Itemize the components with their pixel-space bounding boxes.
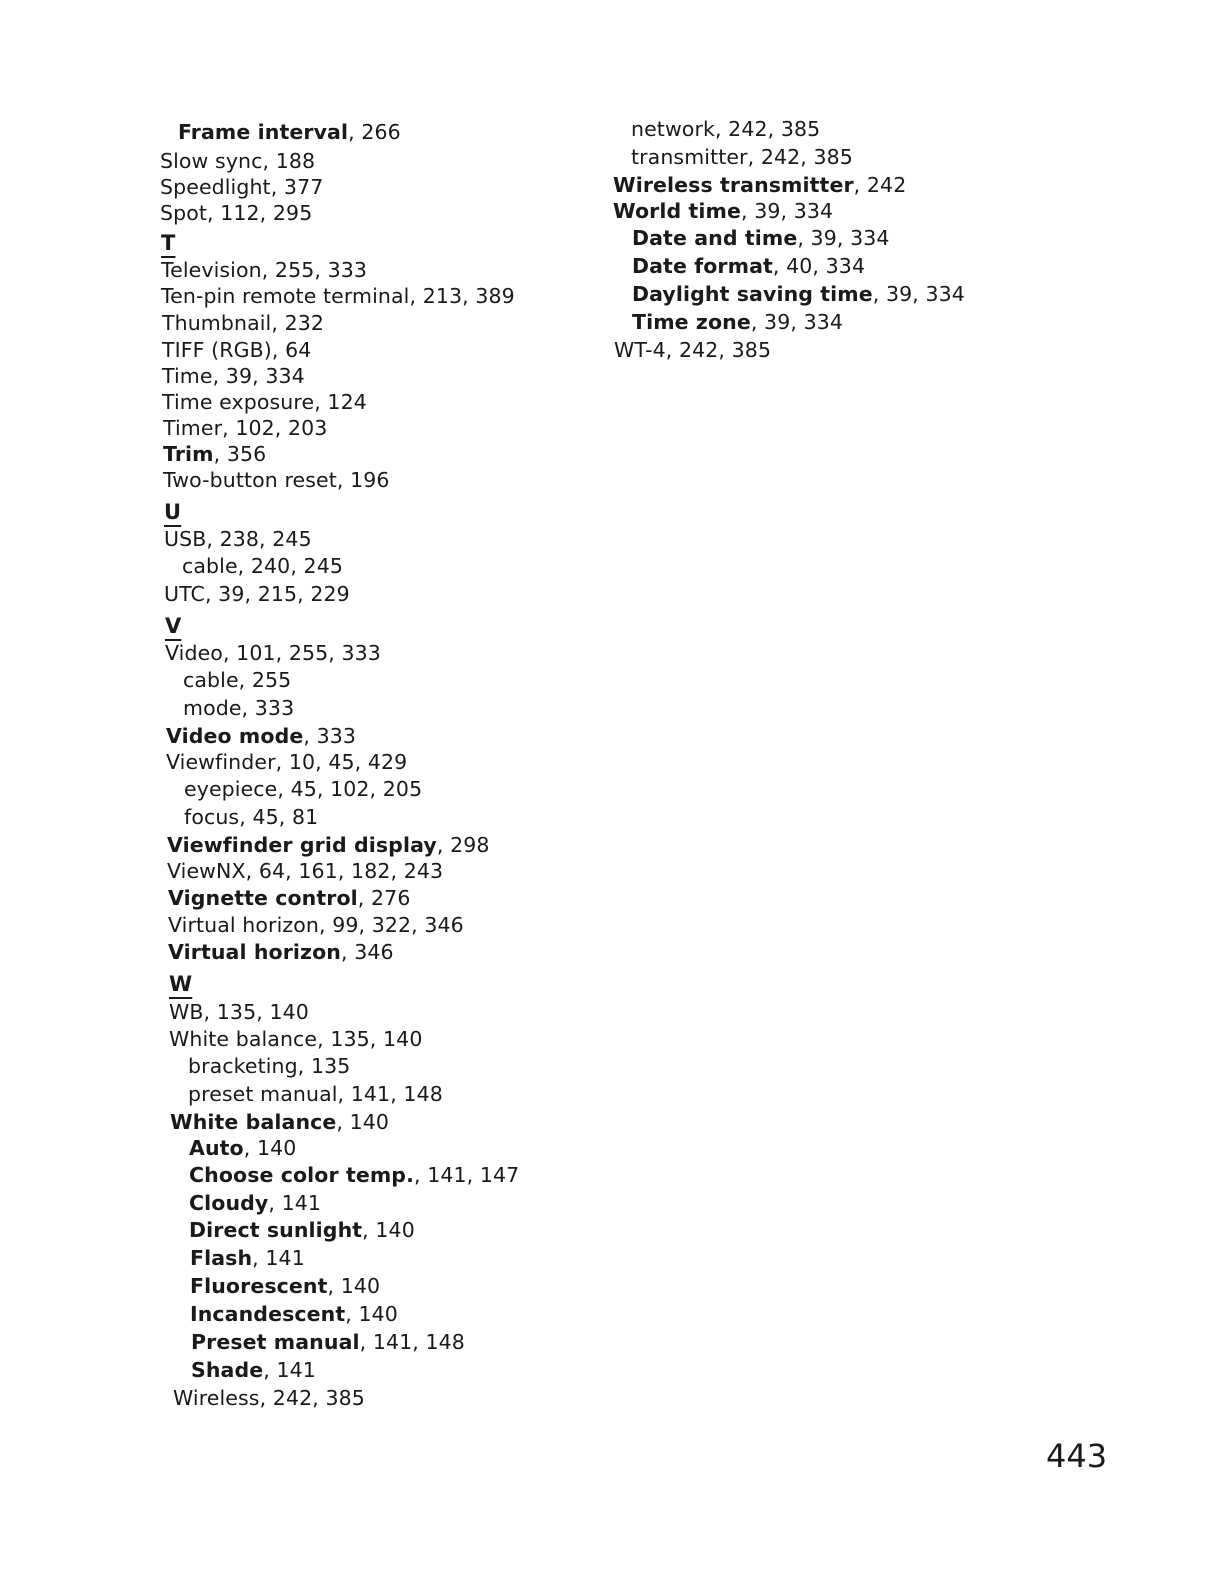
index-term: ViewNX bbox=[167, 859, 246, 883]
index-term: Preset manual bbox=[191, 1330, 360, 1354]
index-term: focus bbox=[184, 805, 240, 829]
index-entry bbox=[169, 1026, 589, 1052]
index-entry bbox=[631, 116, 1051, 142]
index-pages: , 39, 334 bbox=[212, 364, 305, 388]
index-term: Viewfinder bbox=[166, 750, 276, 774]
index-entry bbox=[613, 172, 1033, 198]
index-term: cable bbox=[182, 554, 238, 578]
index-entry bbox=[168, 939, 588, 965]
index-term: WB bbox=[169, 1000, 204, 1024]
index-column-left bbox=[160, 119, 580, 1410]
index-term: Trim bbox=[163, 442, 214, 466]
index-term: Direct sunlight bbox=[189, 1218, 363, 1242]
index-pages: , 141, 147 bbox=[413, 1163, 520, 1187]
index-entry bbox=[160, 174, 580, 200]
index-term: Auto bbox=[189, 1136, 244, 1160]
index-pages: , 141, 148 bbox=[337, 1082, 443, 1106]
index-term: Television bbox=[161, 258, 262, 282]
index-term: network bbox=[631, 117, 715, 141]
index-entry bbox=[183, 667, 603, 693]
index-term: White balance bbox=[170, 1110, 337, 1134]
index-pages: , 39, 334 bbox=[741, 199, 834, 223]
index-term: Video mode bbox=[166, 724, 304, 748]
index-pages: , 102, 203 bbox=[222, 416, 328, 440]
index-entry bbox=[613, 198, 1033, 224]
index-pages: , 242, 385 bbox=[259, 1386, 365, 1410]
index-term: Slow sync bbox=[160, 149, 263, 173]
index-term: Viewfinder grid display bbox=[167, 833, 437, 857]
index-term: Flash bbox=[190, 1246, 253, 1270]
index-term: Thumbnail bbox=[162, 311, 272, 335]
index-entry bbox=[167, 832, 587, 858]
index-pages: , 39, 215, 229 bbox=[204, 582, 350, 606]
section-letter-v: V bbox=[165, 614, 182, 638]
index-entry bbox=[173, 1385, 593, 1411]
index-pages: , 135, 140 bbox=[203, 1000, 309, 1024]
index-pages: , 140 bbox=[336, 1110, 390, 1134]
index-entry bbox=[189, 1190, 609, 1216]
index-term: Time zone bbox=[632, 310, 751, 334]
index-term: Wireless bbox=[173, 1386, 260, 1410]
index-pages: , 232 bbox=[271, 311, 325, 335]
index-term: UTC bbox=[164, 582, 205, 606]
index-entry bbox=[191, 1329, 611, 1355]
index-entry bbox=[182, 553, 602, 579]
index-pages: , 377 bbox=[270, 175, 324, 199]
index-term: Spot bbox=[160, 201, 208, 225]
index-term: Ten-pin remote terminal bbox=[161, 284, 410, 308]
index-entry bbox=[191, 1357, 611, 1383]
index-term: Time bbox=[162, 364, 213, 388]
index-entry bbox=[164, 581, 584, 607]
index-term: Incandescent bbox=[190, 1302, 346, 1326]
index-term: cable bbox=[183, 668, 239, 692]
index-pages: , 242, 385 bbox=[665, 338, 772, 362]
index-term: Two-button reset bbox=[163, 468, 337, 492]
index-term: TIFF (RGB) bbox=[162, 338, 272, 362]
index-entry bbox=[632, 281, 1052, 307]
index-entry bbox=[631, 144, 1051, 170]
index-term: transmitter bbox=[631, 145, 748, 169]
index-term: preset manual bbox=[188, 1082, 338, 1106]
index-entry bbox=[162, 363, 582, 389]
index-pages: , 346 bbox=[340, 940, 394, 964]
index-entry bbox=[163, 415, 583, 441]
index-entry bbox=[167, 858, 587, 884]
index-entry bbox=[168, 885, 588, 911]
index-pages: , 240, 245 bbox=[237, 554, 343, 578]
index-pages: , 101, 255, 333 bbox=[222, 641, 381, 665]
index-entry bbox=[160, 148, 580, 174]
index-term: Daylight saving time bbox=[632, 282, 873, 306]
index-pages: , 45, 81 bbox=[239, 805, 319, 829]
index-term: Time exposure bbox=[162, 390, 315, 414]
index-term: Virtual horizon bbox=[168, 913, 319, 937]
index-entry bbox=[169, 999, 589, 1025]
index-entry bbox=[189, 1217, 609, 1243]
index-entry bbox=[190, 1301, 610, 1327]
index-entry bbox=[162, 310, 582, 336]
index-entry bbox=[165, 640, 585, 666]
index-pages: , 141 bbox=[263, 1358, 316, 1382]
index-pages: , 356 bbox=[213, 442, 267, 466]
index-entry bbox=[160, 200, 580, 226]
index-term: bracketing bbox=[188, 1054, 298, 1078]
index-entry bbox=[614, 337, 1034, 363]
index-pages: , 39, 334 bbox=[750, 310, 844, 334]
index-pages: , 39, 334 bbox=[872, 282, 965, 306]
index-pages: , 255 bbox=[238, 668, 292, 692]
index-term: Date and time bbox=[632, 226, 798, 250]
index-term: eyepiece bbox=[184, 777, 278, 801]
index-pages: , 196 bbox=[336, 468, 390, 492]
index-pages: , 45, 102, 205 bbox=[277, 777, 423, 801]
index-term: Cloudy bbox=[189, 1191, 269, 1215]
index-term: Choose color temp. bbox=[189, 1163, 414, 1187]
index-term: Timer bbox=[163, 416, 223, 440]
index-entry bbox=[189, 1162, 609, 1188]
index-pages: , 255, 333 bbox=[261, 258, 368, 282]
index-pages: , 112, 295 bbox=[207, 201, 313, 225]
index-entry bbox=[166, 723, 586, 749]
index-pages: , 141 bbox=[252, 1246, 305, 1270]
index-pages: , 333 bbox=[241, 696, 295, 720]
index-pages: , 140 bbox=[243, 1136, 297, 1160]
index-term: World time bbox=[613, 199, 742, 223]
index-column-right bbox=[613, 116, 1033, 362]
index-entry bbox=[184, 776, 604, 802]
index-pages: , 64, 161, 182, 243 bbox=[245, 859, 444, 883]
index-entry bbox=[183, 695, 603, 721]
section-letter-u: U bbox=[164, 500, 182, 524]
index-entry bbox=[632, 309, 1052, 335]
index-pages: , 40, 334 bbox=[772, 254, 866, 278]
index-term: Wireless transmitter bbox=[613, 173, 854, 197]
index-term: USB bbox=[164, 527, 207, 551]
index-entry bbox=[162, 337, 582, 363]
index-pages: , 242, 385 bbox=[714, 117, 821, 141]
index-pages: , 140 bbox=[362, 1218, 415, 1242]
index-pages: , 135 bbox=[297, 1054, 351, 1078]
index-pages: , 99, 322, 346 bbox=[318, 913, 464, 937]
section-letter-t: T bbox=[161, 231, 176, 255]
index-entry bbox=[188, 1053, 608, 1079]
page-number: 443 bbox=[1046, 1437, 1108, 1475]
index-entry bbox=[164, 526, 584, 552]
index-entry bbox=[188, 1081, 608, 1107]
index-entry bbox=[166, 749, 586, 775]
index-term: Frame interval bbox=[178, 120, 349, 144]
index-pages: , 333 bbox=[303, 724, 357, 748]
index-pages: , 140 bbox=[327, 1274, 381, 1298]
index-pages: , 276 bbox=[357, 886, 411, 910]
index-pages: , 140 bbox=[345, 1302, 398, 1326]
index-pages: , 135, 140 bbox=[317, 1027, 423, 1051]
index-term: mode bbox=[183, 696, 242, 720]
index-pages: , 242, 385 bbox=[747, 145, 853, 169]
index-term: Shade bbox=[191, 1358, 264, 1382]
index-entry bbox=[178, 119, 598, 145]
index-term: Vignette control bbox=[168, 886, 358, 910]
index-entry bbox=[632, 225, 1052, 251]
index-pages: , 298 bbox=[436, 833, 490, 857]
index-pages: , 39, 334 bbox=[797, 226, 890, 250]
index-pages: , 242 bbox=[853, 173, 907, 197]
index-entry bbox=[184, 804, 604, 830]
index-entry bbox=[163, 467, 583, 493]
index-pages: , 213, 389 bbox=[409, 284, 515, 308]
index-pages: , 64 bbox=[271, 338, 312, 362]
index-entry bbox=[189, 1135, 609, 1161]
index-term: Video bbox=[165, 641, 223, 665]
index-entry bbox=[161, 283, 581, 309]
index-entry bbox=[162, 389, 582, 415]
index-term: Virtual horizon bbox=[168, 940, 341, 964]
index-term: Fluorescent bbox=[190, 1274, 328, 1298]
index-entry bbox=[190, 1245, 610, 1271]
index-pages: , 10, 45, 429 bbox=[275, 750, 408, 774]
index-pages: , 188 bbox=[262, 149, 316, 173]
index-term: White balance bbox=[169, 1027, 318, 1051]
index-term: WT-4 bbox=[614, 338, 666, 362]
index-entry bbox=[170, 1109, 590, 1135]
section-letter-w: W bbox=[169, 972, 193, 996]
index-entry bbox=[161, 257, 581, 283]
index-entry bbox=[632, 253, 1052, 279]
index-pages: , 266 bbox=[348, 120, 401, 144]
index-pages: , 141 bbox=[268, 1191, 322, 1215]
index-term: Speedlight bbox=[160, 175, 271, 199]
index-entry bbox=[163, 441, 583, 467]
index-term: Date format bbox=[632, 254, 773, 278]
index-pages: , 238, 245 bbox=[206, 527, 312, 551]
index-entry bbox=[190, 1273, 610, 1299]
index-pages: , 141, 148 bbox=[359, 1330, 465, 1354]
index-entry bbox=[168, 912, 588, 938]
index-pages: , 124 bbox=[314, 390, 367, 414]
